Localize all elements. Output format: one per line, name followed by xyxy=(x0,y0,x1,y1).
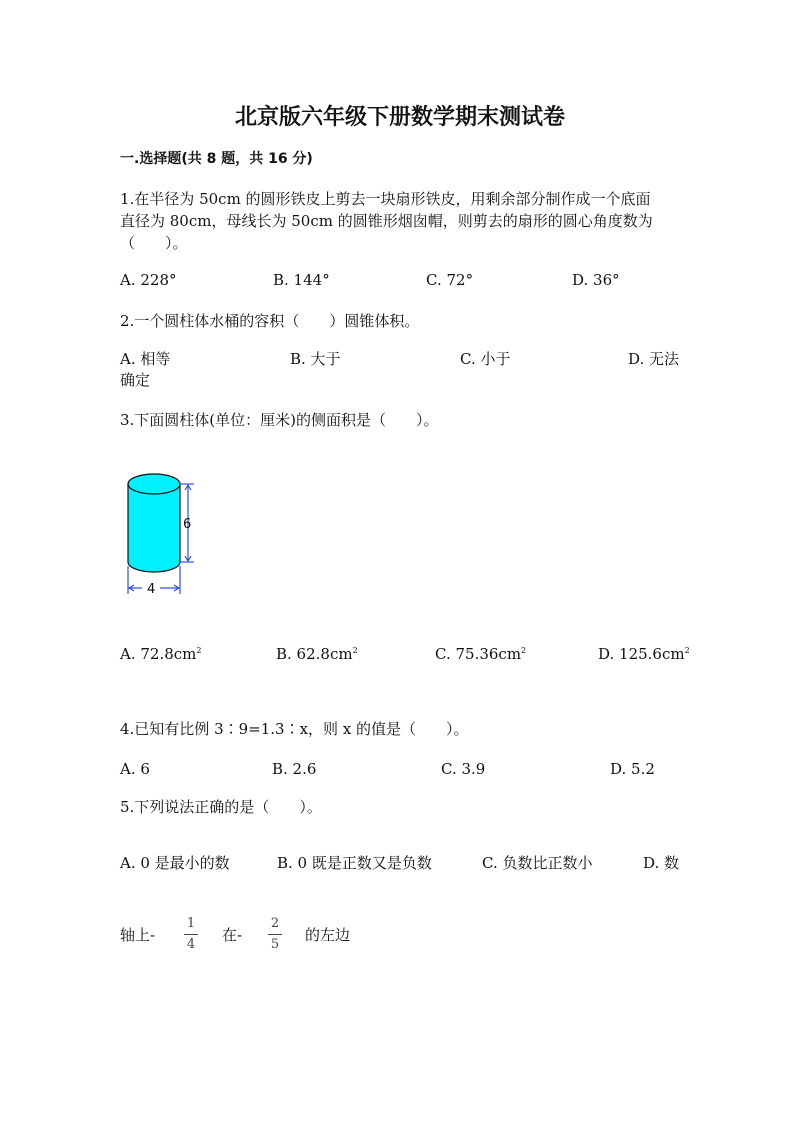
q4-option-c[interactable]: C. 3.9 xyxy=(441,760,486,778)
q3-stem: 3.下面圆柱体(单位：厘米)的侧面积是（ ）。 xyxy=(120,411,439,429)
q5-option-d-mid: 在- xyxy=(222,926,243,944)
q2-stem: 2.一个圆柱体水桶的容积（ ）圆锥体积。 xyxy=(120,312,420,330)
q2-option-b[interactable]: B. 大于 xyxy=(290,350,341,368)
q1-option-d[interactable]: D. 36° xyxy=(572,271,620,289)
fraction-one-quarter: 1 4 xyxy=(184,917,198,952)
q2-option-d[interactable]: D. 无法 xyxy=(628,350,680,368)
q2-option-c[interactable]: C. 小于 xyxy=(460,350,511,368)
height-label: 6 xyxy=(183,517,192,532)
q5-stem: 5.下列说法正确的是（ ）。 xyxy=(120,798,322,816)
q3-option-d[interactable]: D. $125.6cm^2$ xyxy=(598,645,690,663)
q5-option-d[interactable]: D. 数 xyxy=(643,854,680,872)
q1-stem-line-3: （ ）。 xyxy=(120,234,188,252)
q5-option-b[interactable]: B. 0 既是正数又是负数 xyxy=(277,854,432,872)
q1-option-b[interactable]: B. 144° xyxy=(273,271,330,289)
q5-option-c[interactable]: C. 负数比正数小 xyxy=(482,854,593,872)
q5-option-d-suffix: 的左边 xyxy=(305,926,351,944)
q1-option-a[interactable]: A. 228° xyxy=(120,271,177,289)
q1-stem-line-1: 1.在半径为 50cm 的圆形铁皮上剪去一块扇形铁皮，用剩余部分制作成一个底面 xyxy=(120,190,651,208)
q2-option-a[interactable]: A. 相等 xyxy=(120,350,171,368)
q2-option-d-wrap: 确定 xyxy=(120,371,151,389)
q4-option-b[interactable]: B. 2.6 xyxy=(272,760,317,778)
q3-option-b[interactable]: B. $62.8cm^2$ xyxy=(276,645,358,663)
q3-option-c[interactable]: C. $75.36cm^2$ xyxy=(435,645,527,663)
q5-option-a[interactable]: A. 0 是最小的数 xyxy=(120,854,230,872)
page-title: 北京版六年级下册数学期末测试卷 xyxy=(234,105,565,130)
section-heading: 一.选择题(共 8 题，共 16 分) xyxy=(120,151,313,167)
diameter-label: 4 xyxy=(147,582,156,597)
q3-option-a[interactable]: A. $72.8cm^2$ xyxy=(120,645,202,663)
fraction-two-fifths: 2 5 xyxy=(268,917,282,952)
cylinder-top xyxy=(128,474,180,494)
q4-stem: 4.已知有比例 3∶9=1.3∶x，则 x 的值是（ ）。 xyxy=(120,720,469,738)
q5-option-d-prefix: 轴上- xyxy=(120,926,156,944)
q1-option-c[interactable]: C. 72° xyxy=(426,271,474,289)
cylinder-body xyxy=(128,484,180,572)
q1-stem-line-2: 直径为 80cm，母线长为 50cm 的圆锥形烟囱帽，则剪去的扇形的圆心角度数为 xyxy=(120,212,653,230)
cylinder-figure xyxy=(118,460,208,600)
q4-option-d[interactable]: D. 5.2 xyxy=(610,760,655,778)
q4-option-a[interactable]: A. 6 xyxy=(120,760,150,778)
